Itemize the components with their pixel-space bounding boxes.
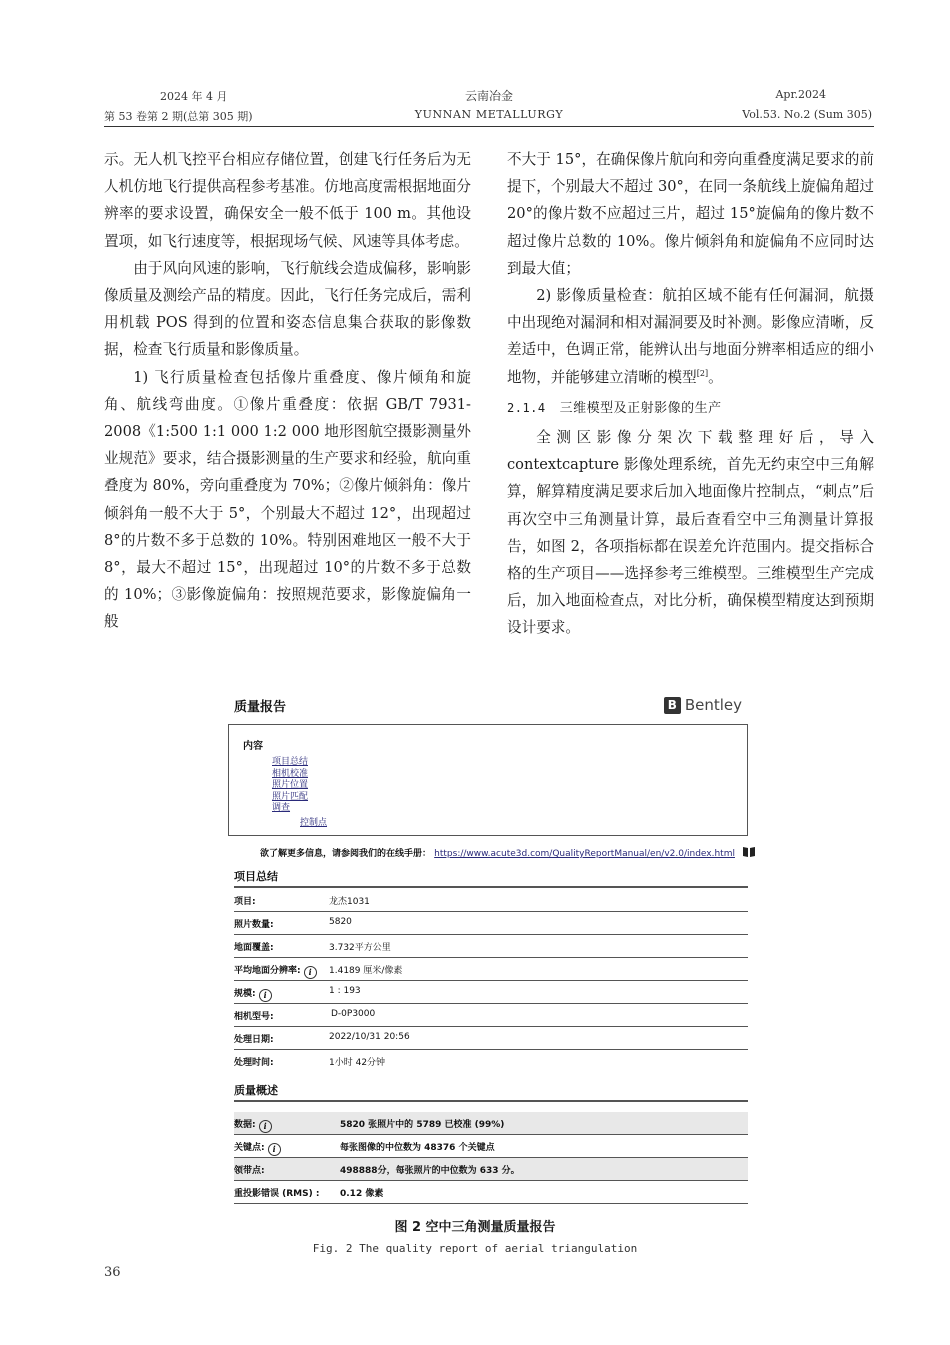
- row-label: [234, 963, 317, 979]
- row-value: 1 : 193: [329, 986, 361, 996]
- table-row: [234, 934, 748, 958]
- paragraph-text: 2) 影像质量检查：航拍区域不能有任何漏洞，航摄中出现绝对漏洞和相对漏洞要及时补测。影像应清晰，反差适中，色调正常，能辨认出与地面分辨率相适应的细小地物，并能够建立清晰的模型: [507, 287, 874, 386]
- row-label-text: 平均地面分辨率:: [234, 966, 301, 976]
- section-heading: [507, 395, 874, 422]
- row-label: 地面覆盖:: [234, 943, 274, 953]
- bentley-logo-text: Bentley: [684, 696, 742, 714]
- table-row: [234, 980, 748, 1004]
- table-row: [234, 957, 748, 981]
- project-summary-heading: 项目总结: [234, 870, 278, 883]
- section-title: 三维模型及正射影像的生产: [559, 400, 722, 416]
- row-label: 重投影错误 (RMS) :: [234, 1189, 320, 1199]
- toc-link-camera-calibration[interactable]: 相机校准: [272, 768, 309, 779]
- row-label: [234, 1117, 272, 1133]
- quality-row: [234, 1181, 748, 1204]
- row-label: 项目:: [234, 897, 256, 907]
- row-value: 1.4189 厘米/像素: [329, 966, 403, 976]
- report-title: 质量报告: [234, 700, 287, 715]
- toc-link-survey[interactable]: 调查: [272, 803, 291, 813]
- paragraph: [507, 282, 874, 391]
- paragraph: 1) 飞行质量检查包括像片重叠度、像片倾角和旋角、航线弯曲度。①像片重叠度：依据 GB/T 7931-2008《1:500 1:1 000 1:2 000 地形图航空摄影测量外业规范》要求，结合摄影测量的生产要求和经验，航向重叠度为 80%，旁向重叠度为 70%；②像片倾斜角：像片倾斜角一般不大于 5°，个别最大不超过 12°，出现超过 8°的片数不多于总数的 10%。特别困难地区一般不大于 8°，最大不超过 15°，出现超过 10°的片数不多于总数的 10%；③影像旋偏角：按照规范要求，影像旋偏角一般: [104, 368, 471, 631]
- table-row: [234, 1003, 748, 1027]
- header-issue-cn: 第 53 卷第 2 期(总第 305 期): [104, 110, 253, 123]
- manual-link[interactable]: https://www.acute3d.com/QualityReportManual/en/v2.0/index.html: [434, 849, 735, 859]
- quality-row: [234, 1158, 748, 1181]
- info-icon[interactable]: i: [268, 1143, 281, 1156]
- quality-overview-heading: 质量概述: [234, 1084, 278, 1097]
- figure-caption-en: Fig. 2 The quality report of aerial triangulation: [312, 1242, 638, 1255]
- quality-row: [234, 1135, 748, 1158]
- row-label: [234, 1140, 281, 1156]
- left-column: [104, 146, 471, 636]
- row-value: 龙杰1031: [329, 897, 370, 907]
- row-label-text: 数据:: [234, 1120, 256, 1130]
- page-number: 36: [104, 1265, 121, 1280]
- row-label: 处理日期:: [234, 1035, 274, 1045]
- toc-link-project-summary[interactable]: 项目总结: [272, 757, 309, 767]
- table-row: [234, 911, 748, 935]
- row-value: 1小时 42分钟: [329, 1058, 386, 1068]
- citation-ref: [2]: [696, 368, 709, 378]
- row-label: 相机型号:: [234, 1012, 274, 1022]
- quality-row: [234, 1112, 748, 1135]
- more-info-label: 欲了解更多信息，请参阅我们的在线手册：: [260, 849, 432, 859]
- row-value: 498888分，每张照片的中位数为 633 分。: [340, 1166, 520, 1176]
- toc-link-photo-position[interactable]: 照片位置: [272, 780, 309, 790]
- row-label-text: 规模:: [234, 989, 256, 999]
- toc-box: [228, 724, 748, 836]
- book-icon[interactable]: [742, 846, 756, 858]
- table-row: [234, 888, 748, 912]
- toc-heading: 内容: [243, 741, 263, 752]
- toc-list: [272, 757, 327, 829]
- row-value: 0.12 像素: [340, 1189, 384, 1199]
- toc-link-photo-matching[interactable]: 照片匹配: [272, 791, 309, 802]
- more-info-line: [260, 846, 756, 859]
- quality-report-figure: [228, 688, 750, 1208]
- right-column: [507, 146, 874, 642]
- paragraph-end: 。: [708, 368, 723, 386]
- header-date-en: Apr.2024: [775, 88, 826, 101]
- header-issue-en: Vol.53. No.2 (Sum 305): [742, 108, 872, 121]
- figure-caption-cn: 图 2 空中三角测量质量报告: [394, 1220, 556, 1235]
- toc-link-control-points[interactable]: 控制点: [300, 817, 328, 828]
- row-label: [234, 986, 272, 1002]
- row-label: 领带点:: [234, 1166, 265, 1176]
- row-value: 5820: [329, 917, 352, 927]
- row-value: 每张图像的中位数为 48376 个关键点: [340, 1143, 495, 1153]
- row-value: 5820 张照片中的 5789 已校准 (99%): [340, 1120, 505, 1130]
- divider: [234, 1100, 748, 1102]
- paragraph: 全测区影像分架次下载整理好后，导入 contextcapture 影像处理系统，首先无约束空中三角解算，解算精度满足要求后加入地面像片控制点，“刺点”后再次空中三角测量计算，最后查看空中三角测量计算报告，如图 2，各项指标都在误差允许范围内。提交指标合格的生产项目——选择参考三维模型。三维模型生产完成后，加入地面检查点，对比分析，确保模型精度达到预期设计要求。: [507, 429, 874, 637]
- row-value: D-0P3000: [331, 1009, 376, 1019]
- row-label-text: 关键点:: [234, 1143, 265, 1153]
- table-row: [234, 1026, 748, 1050]
- paragraph: 示。无人机飞控平台相应存储位置，创建飞行任务后为无人机仿地飞行提供高程参考基准。仿地高度需根据地面分辨率的要求设置，确保安全一般不低于 100 m。其他设置项，如飞行速度等，根据现场气候、风速等具体考虑。: [104, 151, 471, 250]
- info-icon[interactable]: i: [259, 989, 272, 1002]
- info-icon[interactable]: i: [259, 1120, 272, 1133]
- paragraph: 由于风向风速的影响，飞行航线会造成偏移，影响影像质量及测绘产品的精度。因此，飞行任务完成后，需利用机载 POS 得到的位置和姿态信息集合获取的影像数据，检查飞行质量和影像质量。: [104, 259, 471, 359]
- header-journal-cn: 云南冶金: [464, 89, 513, 103]
- info-icon[interactable]: i: [304, 966, 317, 979]
- paragraph: 不大于 15°，在确保像片航向和旁向重叠度满足要求的前提下，个别最大不超过 30°，在同一条航线上旋偏角超过 20°的像片数不应超过三片，超过 15°旋偏角的像片数不超过像片总数的 10%。像片倾斜角和旋偏角不应同时达到最大值；: [507, 151, 874, 277]
- running-header: [104, 86, 874, 127]
- row-value: 3.732平方公里: [329, 943, 391, 953]
- row-value: 2022/10/31 20:56: [329, 1032, 410, 1042]
- table-row: [234, 1049, 748, 1072]
- bentley-logo: [664, 696, 742, 714]
- bentley-logo-icon: B: [664, 697, 681, 714]
- section-number: 2.1.4: [507, 400, 546, 415]
- header-date-cn: 2024 年 4 月: [160, 90, 228, 103]
- row-label: 处理时间:: [234, 1058, 274, 1068]
- header-journal-en: YUNNAN METALLURGY: [414, 108, 564, 121]
- row-label: 照片数量:: [234, 920, 274, 930]
